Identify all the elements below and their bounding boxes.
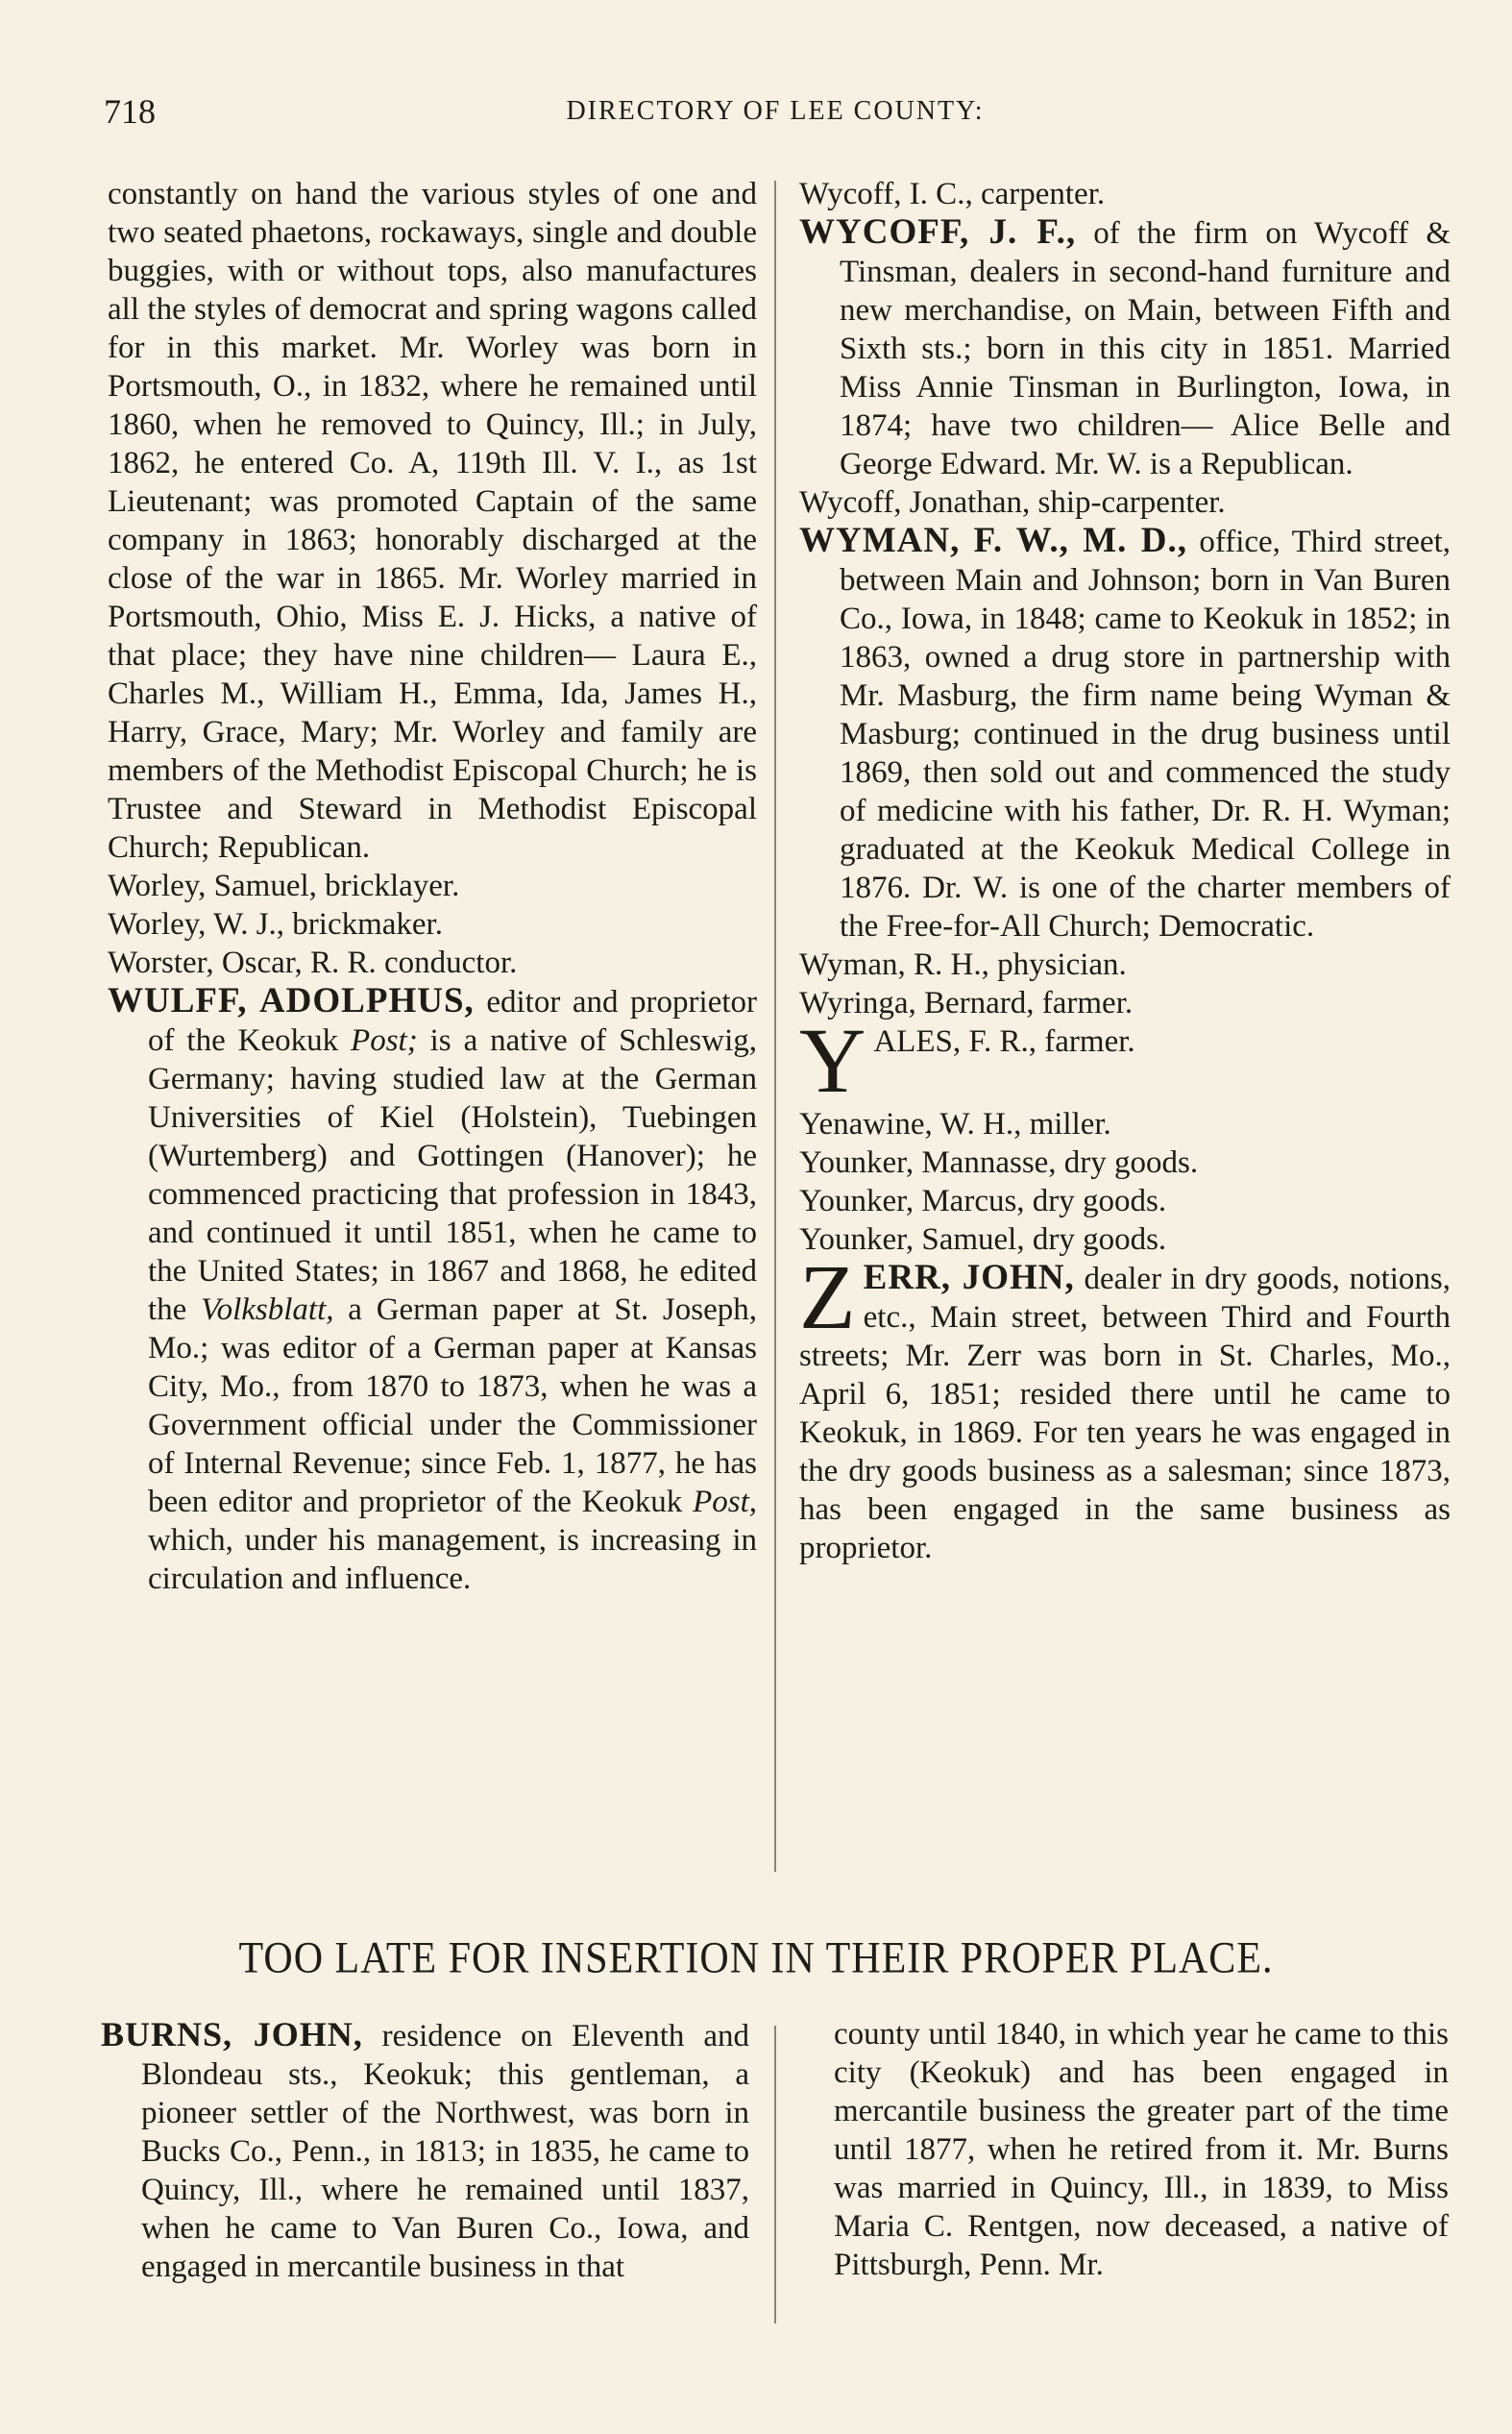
entry-wycoff-jonathan: Wycoff, Jonathan, ship-carpenter.	[799, 485, 1226, 520]
entry-worley-wj: Worley, W. J., brickmaker.	[108, 907, 443, 942]
column-divider	[774, 2026, 776, 2323]
entry-text: a German paper at St. Joseph, Mo.; was editor of a German paper at Kansas City, Mo., from 1870 to 1873, when he was a Government official under the Commissioner of Internal Revenue; since Feb. 1, 1877, he has been editor and proprietor of the Keokuk	[148, 1292, 757, 1519]
entry-worley-samuel: Worley, Samuel, bricklayer.	[108, 869, 460, 903]
italic-title: Post,	[693, 1485, 758, 1519]
entry-younker-samuel: Younker, Samuel, dry goods.	[799, 1222, 1167, 1257]
drop-cap: Y	[799, 1009, 866, 1112]
entry-wyringa: Wyringa, Bernard, farmer.	[799, 986, 1134, 1020]
entry-burns-continued: county until 1840, in which year he came to this city (Keokuk) and has been engaged in mercantile business the greater part of the time until 1877, when he retired from it. Mr. Burns was married in Quincy, Ill., in 1839, to Miss Maria C. Rentgen, now deceased, a native of Pittsburgh, Penn. Mr.	[834, 2017, 1449, 2282]
entry-text: editor and proprietor of the Keokuk	[148, 985, 758, 1058]
worley-entry-continued: constantly on hand the various styles of one and two seated phaetons, rockaways, single and double buggies, with or without tops, also manufactures all the styles of democrat and spring wagons called for in this market. Mr. Worley was born in Portsmouth, O., in 1832, where he remained until 1860, when he removed to Quincy, Ill.; in July, 1862, he entered Co. A, 119th Ill. V. I., as 1st Lieutenant; was promoted Captain of the same company in 1863; honorably discharged at the close of the war in 1865. Mr. Worley married in Portsmouth, Ohio, Miss E. J. Hicks, a native of that place; they have nine children— Laura E., Charles M., William H., Emma, Ida, James H., Harry, Grace, Mary; Mr. Worley and family are members of the Methodist Episcopal Church; he is Trustee and Steward in Methodist Episcopal Church; Republican.	[108, 177, 757, 865]
entry-younker-mannasse: Younker, Mannasse, dry goods.	[799, 1145, 1199, 1180]
late-left-column	[101, 2015, 749, 2286]
column-divider	[774, 181, 776, 1872]
italic-title: Post;	[351, 1023, 418, 1058]
entry-name: WYMAN, F. W., M. D.,	[799, 521, 1187, 560]
drop-cap: Z	[799, 1245, 856, 1348]
entry-name: BURNS, JOHN,	[101, 2015, 363, 2053]
entry-worster: Worster, Oscar, R. R. conductor.	[108, 946, 518, 980]
entry-wyman-fw	[799, 522, 1451, 946]
entry-text: which, under his management, is increasing in circulation and influence.	[148, 1523, 757, 1596]
entry-wulff	[108, 982, 757, 1598]
page-number: 718	[104, 92, 156, 131]
italic-title: Volksblatt,	[201, 1292, 334, 1327]
entry-burns	[101, 2015, 749, 2286]
entry-text: is a native of Schleswig, Germany; having studied law at the German Universities of Kiel (Holstein), Tuebingen (Wurtemberg) and Gottingen (Hanover); he commenced practicing that profession in 1843, and continued it until 1851, when he came to the United States; in 1867 and 1868, he edited the	[148, 1023, 757, 1327]
running-head: DIRECTORY OF LEE COUNTY:	[566, 96, 985, 126]
entry-zerr	[799, 1245, 1451, 1567]
entry-text: residence on Eleventh and Blondeau sts., Keokuk; this gentleman, a pioneer settler of the Northwest, was born in Bucks Co., Penn., in 1813; in 1835, he came to Quincy, Ill., where he remained until 1837, when he came to Van Buren Co., Iowa, and engaged in mercantile business in that	[141, 2019, 749, 2284]
entry-yales	[799, 1009, 1451, 1112]
entry-younker-marcus: Younker, Marcus, dry goods.	[799, 1184, 1167, 1218]
entry-text: dealer in dry goods, notions, etc., Main street, between Third and Fourth streets; Mr. Zerr was born in St. Charles, Mo., April 6, 1851; resided there until he came to Keokuk, in 1869. For ten years he was engaged in the dry goods business as a salesman; since 1873, has been engaged in the same business as proprietor.	[799, 1262, 1451, 1565]
drop-cap-spacer	[799, 1092, 1451, 1105]
right-column	[799, 175, 1451, 1567]
entry-wyman-rh: Wyman, R. H., physician.	[799, 947, 1127, 982]
entry-wycoff-jf	[799, 213, 1451, 483]
entry-text: ALES, F. R., farmer.	[873, 1024, 1135, 1059]
section-title: TOO LATE FOR INSERTION IN THEIR PROPER PLACE.	[238, 1933, 1274, 1983]
entry-name: ERR, JOHN,	[863, 1258, 1075, 1297]
entry-wycoff-ic: Wycoff, I. C., carpenter.	[799, 177, 1106, 211]
entry-name: WULFF, ADOLPHUS,	[108, 981, 475, 1020]
left-column	[108, 175, 757, 1598]
late-right-column	[834, 2015, 1449, 2284]
entry-text: office, Third street, between Main and Johnson; born in Van Buren Co., Iowa, in 1848; came to Keokuk in 1852; in 1863, owned a drug store in partnership with Mr. Masburg, the firm name being Wyman & Masburg; continued in the drug business until 1869, then sold out and commenced the study of medicine with his father, Dr. R. H. Wyman; graduated at the Keokuk Medical College in 1876. Dr. W. is one of the charter members of the Free-for-All Church; Democratic.	[840, 525, 1451, 944]
entry-yenawine: Yenawine, W. H., miller.	[799, 1107, 1111, 1142]
entry-name: WYCOFF, J. F.,	[799, 212, 1077, 252]
entry-text: of the firm on Wycoff & Tinsman, dealers in second-hand furniture and new merchandise, on Main, between Fifth and Sixth sts.; born in this city in 1851. Married Miss Annie Tinsman in Burlington, Iowa, in 1874; have two children— Alice Belle and George Edward. Mr. W. is a Republican.	[840, 216, 1451, 481]
